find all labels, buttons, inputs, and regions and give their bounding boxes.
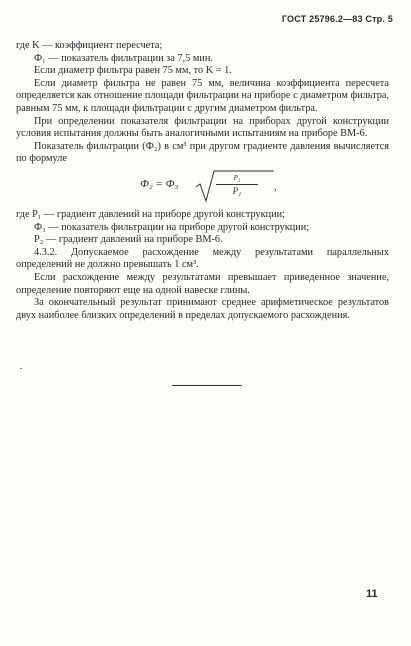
document-body <box>16 40 389 322</box>
formula-fraction <box>212 174 262 197</box>
formula-denominator: P₁ <box>232 185 242 196</box>
definition-f3: Ф₃ — показатель фильтрации на приборе другой конструкции; <box>34 221 310 233</box>
other-construction-paragraph: При определении показателя фильтрации на приборах другой конструкции условия испытания должны быть аналогичными испытаниям на приборе ВМ-6. <box>16 115 389 140</box>
formula <box>16 169 389 205</box>
stray-mark <box>20 368 22 369</box>
definition-f1: Ф₁ — показатель фильтрации за 7,5 мин. <box>34 52 213 64</box>
formula-trailing: , <box>274 180 277 193</box>
formula-left: Ф₂ = Ф₃ <box>140 177 179 190</box>
end-rule <box>172 385 242 386</box>
definition-k: где K — коэффициент пересчета; <box>16 40 163 51</box>
clause-4-3-2: 4.3.2. Допускаемое расхождение между результатами параллельных определений не должно превышать 1 см³. <box>16 246 389 271</box>
final-result: За окончательный результат принимают среднее арифметическое результатов двух наиболее близких определений в пределах допускаемого расхождения. <box>16 297 389 321</box>
repeat-determination: Если расхождение между результатами превышает приведенное значение, определение повторяют еще на одной навеске глины. <box>16 271 389 296</box>
page-header: ГОСТ 25796.2—83 Стр. 5 <box>281 14 393 24</box>
definition-p1: где P₁ — градиент давлений на приборе другой конструкции; <box>16 208 286 220</box>
filter-diameter-equal: Если диаметр фильтра равен 75 мм, то K = 1. <box>34 65 232 77</box>
formula-numerator: P₂ <box>233 173 241 182</box>
filter-diameter-not-equal: Если диаметр фильтра не равен 75 мм, величина коэффициента пересчета определяется как отношение площади фильтрации на приборе с диаметром фильтра, равным 75 мм, к площади фильтрации с другим диаметром фильтра. <box>16 77 389 114</box>
formula-intro: Показатель фильтрации (Ф₂) в см³ при другом градиенте давления вычисляется по формуле <box>16 140 389 165</box>
definition-p2: P₂ — градиент давлений на приборе ВМ-6. <box>34 234 223 246</box>
fraction-bar <box>216 184 258 185</box>
page-number: 11 <box>366 588 378 600</box>
